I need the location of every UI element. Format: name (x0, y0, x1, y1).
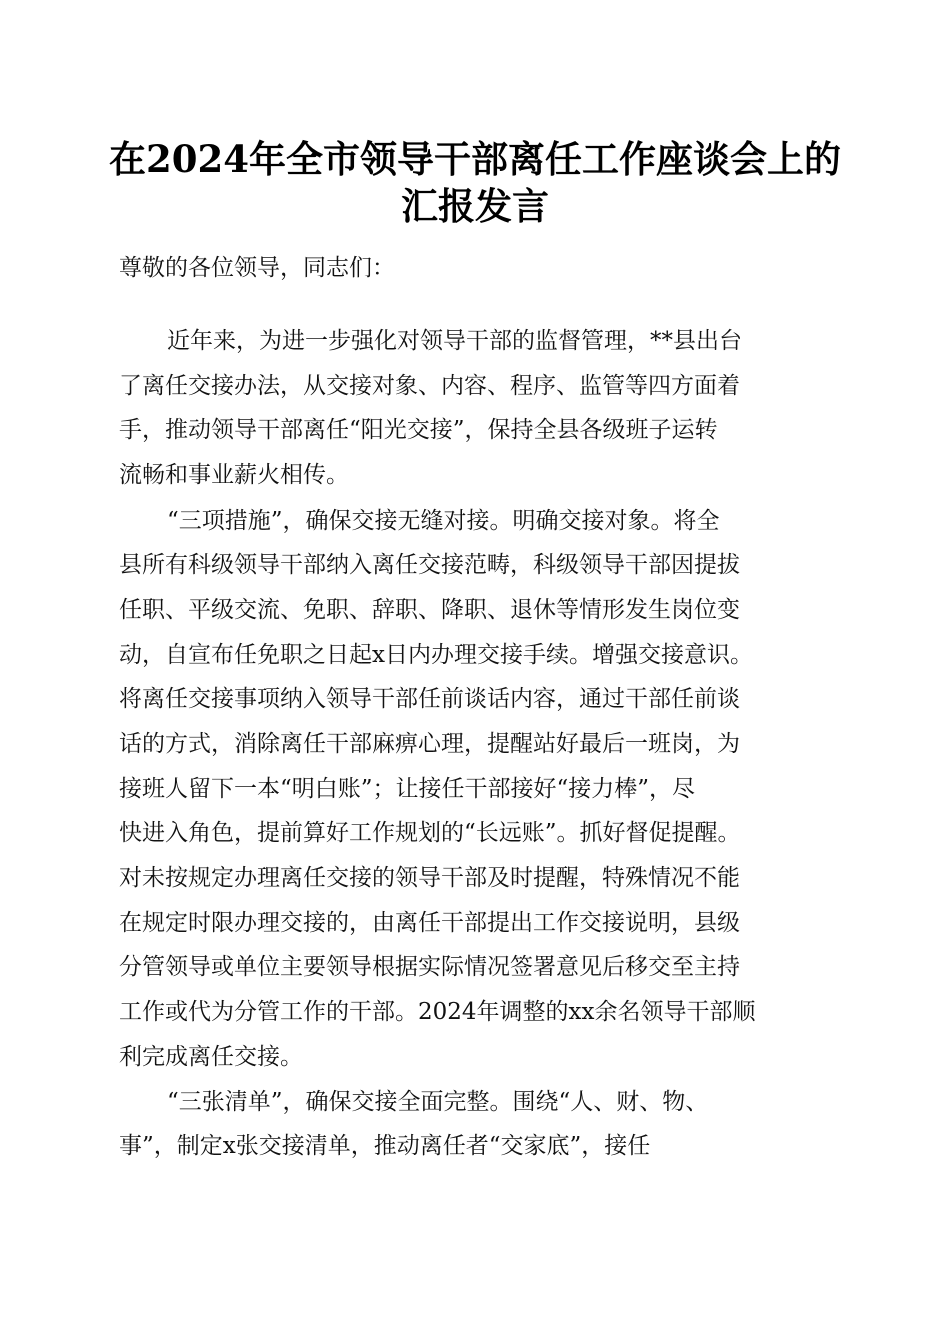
paragraph-1-line: 了离任交接办法，从交接对象、内容、程序、监管等四方面着 (119, 373, 740, 399)
paragraph-3-line: “三张清单”，确保交接全面完整。围绕“人、财、物、 (167, 1089, 709, 1115)
paragraph-2-line: “三项措施”，确保交接无缝对接。明确交接对象。将全 (167, 508, 720, 534)
paragraph-1-line: 近年来，为进一步强化对领导干部的监督管理，**县出台 (167, 328, 742, 354)
paragraph-2-line: 快进入角色，提前算好工作规划的“长远账”。抓好督促提醒。 (119, 820, 741, 846)
paragraph-2-line: 对未按规定办理离任交接的领导干部及时提醒，特殊情况不能 (119, 865, 740, 891)
paragraph-2-line: 县所有科级领导干部纳入离任交接范畴，科级领导干部因提拔 (119, 552, 740, 578)
paragraph-2-line: 话的方式，消除离任干部麻痹心理，提醒站好最后一班岗，为 (119, 731, 740, 757)
paragraph-2-line: 在规定时限办理交接的，由离任干部提出工作交接说明，县级 (119, 910, 740, 936)
paragraph-3-line: 事”，制定x张交接清单，推动离任者“交家底”，接任 (119, 1133, 651, 1159)
paragraph-2-line: 将离任交接事项纳入领导干部任前谈话内容，通过干部任前谈 (119, 686, 740, 712)
paragraph-2-line: 利完成离任交接。 (119, 1044, 303, 1070)
paragraph-2-line: 动，自宣布任免职之日起x日内办理交接手续。增强交接意识。 (119, 642, 753, 668)
document-title-line-2: 汇报发言 (401, 184, 549, 228)
paragraph-2-line: 任职、平级交流、免职、辞职、降职、退休等情形发生岗位变 (119, 597, 740, 623)
paragraph-1-line: 手，推动领导干部离任“阳光交接”，保持全县各级班子运转 (119, 417, 718, 443)
paragraph-1-line: 流畅和事业薪火相传。 (119, 462, 349, 488)
document-title-line-1: 在2024年全市领导干部离任工作座谈会上的 (109, 137, 841, 181)
greeting: 尊敬的各位领导，同志们： (119, 255, 395, 281)
paragraph-2-line: 工作或代为分管工作的干部。2024年调整的xx余名领导干部顺 (119, 999, 756, 1025)
paragraph-2-line: 接班人留下一本“明白账”；让接任干部接好“接力棒”，尽 (119, 776, 696, 802)
paragraph-2-line: 分管领导或单位主要领导根据实际情况签署意见后移交至主持 (119, 954, 740, 980)
